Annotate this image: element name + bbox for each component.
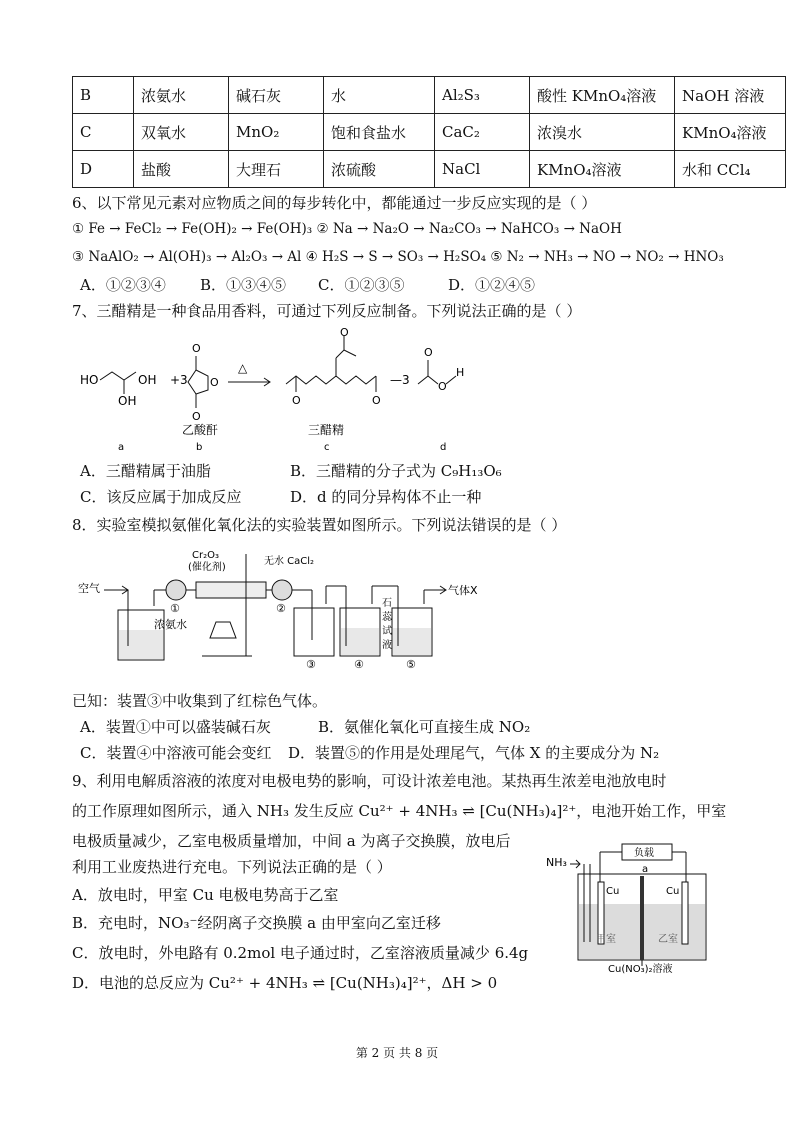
- litmus-3: 试: [382, 626, 392, 637]
- c-o-right: O: [372, 394, 381, 407]
- table-cell: 大理石: [229, 151, 324, 188]
- q7-option-b: B．三醋精的分子式为 C₉H₁₃O₆: [290, 462, 502, 480]
- b-o-top: O: [192, 342, 201, 355]
- q6-option-c: C．①②③⑤: [318, 276, 405, 294]
- table-cell: CaC₂: [435, 114, 530, 151]
- a-oh-label-2: OH: [118, 394, 137, 408]
- c-o-left: O: [292, 394, 301, 407]
- table-row: [73, 114, 786, 151]
- page-footer: 第 2 页 共 8 页: [355, 1046, 439, 1060]
- label-2: ②: [276, 602, 286, 615]
- table-cell: 浓氨水: [134, 77, 229, 114]
- table-row: [73, 151, 786, 188]
- membrane-label: a: [642, 864, 649, 875]
- load-label: 负载: [634, 848, 654, 859]
- table-cell: NaOH 溶液: [675, 77, 786, 114]
- q9-stem-3: 电极质量减少，乙室电极质量增加，中间 a 为离子交换膜，放电后: [72, 832, 511, 850]
- ammonia-label: 浓氨水: [154, 618, 187, 631]
- table-cell: 水和 CCl₄: [675, 151, 786, 188]
- table-cell: 浓硫酸: [324, 151, 435, 188]
- table-cell: NaCl: [435, 151, 530, 188]
- q9-stem-1: 9、利用电解质溶液的浓度对电极电势的影响，可设计浓差电池。某热再生浓差电池放电时: [72, 772, 667, 790]
- q7-stem: 7、三醋精是一种食品用香料，可通过下列反应制备。下列说法正确的是（ ）: [72, 302, 582, 320]
- catalyst-note: (催化剂): [188, 562, 226, 573]
- chamber-jia-label: 甲室: [596, 934, 616, 945]
- q6-option-b: B．①③④⑤: [200, 276, 287, 294]
- label-d: d: [440, 442, 447, 453]
- q7-option-d: D．d 的同分异构体不止一种: [290, 488, 482, 506]
- q6-conversion-line-2: ③ NaAlO₂ → Al(OH)₃ → Al₂O₃ → Al ④ H₂S → S → SO₃ → H₂SO₄ ⑤ N₂ → NH₃ → NO → NO₂ → HNO₃: [72, 249, 724, 265]
- table-cell: MnO₂: [229, 114, 324, 151]
- label-1: ①: [170, 602, 180, 615]
- q9-stem-4: 利用工业废热进行充电。下列说法正确的是（ ）: [72, 858, 392, 876]
- litmus-1: 石: [382, 598, 392, 609]
- q6-option-a: A．①②③④: [80, 276, 166, 294]
- gas-x-label: 气体X: [448, 584, 478, 597]
- table-cell: B: [73, 77, 134, 114]
- table-cell: D: [73, 151, 134, 188]
- nh3-label: NH₃: [546, 856, 567, 869]
- table-cell: 水: [324, 77, 435, 114]
- q7-option-a: A．三醋精属于油脂: [80, 462, 211, 480]
- coef-b: +3: [170, 373, 188, 387]
- name-b: 乙酸酐: [182, 423, 219, 437]
- cacl2-label: 无水 CaCl₂: [264, 556, 315, 567]
- q8-option-c: C．装置④中溶液可能会变红: [80, 744, 272, 762]
- q9-option-d: D．电池的总反应为 Cu²⁺ + 4NH₃ ⇌ [Cu(NH₃)₄]²⁺，ΔH > 0: [72, 974, 498, 992]
- table-cell: 浓溴水: [530, 114, 675, 151]
- q9-cell-diagram: [546, 842, 716, 974]
- label-b: b: [196, 442, 203, 453]
- q9-option-c: C．放电时，外电路有 0.2mol 电子通过时，乙室溶液质量减少 6.4g: [72, 944, 529, 962]
- litmus-2: 蕊: [382, 612, 392, 623]
- q7-reaction-scheme: [72, 328, 492, 456]
- air-label: 空气: [78, 582, 100, 595]
- label-a: a: [118, 442, 125, 453]
- table-cell: Al₂S₃: [435, 77, 530, 114]
- q8-option-d: D．装置⑤的作用是处理尾气，气体 X 的主要成分为 N₂: [288, 744, 660, 762]
- d-h: H: [456, 366, 465, 379]
- heat-symbol: △: [238, 361, 248, 375]
- table-cell: 酸性 KMnO₄溶液: [530, 77, 675, 114]
- table-row: [73, 77, 786, 114]
- d-o-top: O: [424, 346, 433, 359]
- q9-stem-2: 的工作原理如图所示，通入 NH₃ 发生反应 Cu²⁺ + 4NH₃ ⇌ [Cu(NH₃)₄]²⁺，电池开始工作，甲室: [72, 802, 727, 820]
- table-cell: C: [73, 114, 134, 151]
- coef-d: —3: [390, 373, 410, 387]
- b-o-mid: O: [210, 376, 219, 389]
- q8-known: 已知：装置③中收集到了红棕色气体。: [72, 692, 328, 710]
- q8-option-a: A．装置①中可以盛装碱石灰: [80, 718, 271, 736]
- cu-left-label: Cu: [606, 886, 620, 897]
- litmus-4: 液: [382, 640, 392, 651]
- name-c: 三醋精: [308, 423, 345, 437]
- c-o-top: O: [340, 328, 349, 339]
- catalyst-formula: Cr₂O₃: [192, 550, 219, 561]
- b-o-bottom: O: [192, 410, 201, 423]
- options-table: [72, 76, 786, 188]
- table-cell: 盐酸: [134, 151, 229, 188]
- a-ho-label: HO: [80, 373, 99, 387]
- q9-option-a: A．放电时，甲室 Cu 电极电势高于乙室: [72, 886, 339, 904]
- d-o-right: O: [438, 380, 447, 393]
- q6-stem: 6、以下常见元素对应物质之间的每步转化中，都能通过一步反应实现的是（ ）: [72, 194, 597, 212]
- solution-label: Cu(NO₃)₂溶液: [608, 964, 673, 974]
- cu-right-label: Cu: [666, 886, 680, 897]
- q6-option-d: D．①②④⑤: [448, 276, 536, 294]
- q6-conversion-line-1: ① Fe → FeCl₂ → Fe(OH)₂ → Fe(OH)₃ ② Na → Na₂O → Na₂CO₃ → NaHCO₃ → NaOH: [72, 221, 622, 237]
- label-5: ⑤: [406, 658, 416, 670]
- q9-option-b: B．充电时，NO₃⁻经阴离子交换膜 a 由甲室向乙室迁移: [72, 914, 441, 932]
- q7-option-c: C．该反应属于加成反应: [80, 488, 242, 506]
- table-cell: 碱石灰: [229, 77, 324, 114]
- q8-apparatus: [76, 546, 496, 670]
- table-cell: KMnO₄溶液: [530, 151, 675, 188]
- q8-option-b: B．氨催化氧化可直接生成 NO₂: [318, 718, 531, 736]
- q8-stem: 8．实验室模拟氨催化氧化法的实验装置如图所示。下列说法错误的是（ ）: [72, 516, 567, 534]
- table-cell: 双氧水: [134, 114, 229, 151]
- label-4: ④: [354, 658, 364, 670]
- a-oh-label: OH: [138, 373, 157, 387]
- table-cell: 饱和食盐水: [324, 114, 435, 151]
- chamber-yi-label: 乙室: [658, 934, 678, 945]
- table-cell: KMnO₄溶液: [675, 114, 786, 151]
- label-c: c: [324, 442, 330, 453]
- label-3: ③: [306, 658, 316, 670]
